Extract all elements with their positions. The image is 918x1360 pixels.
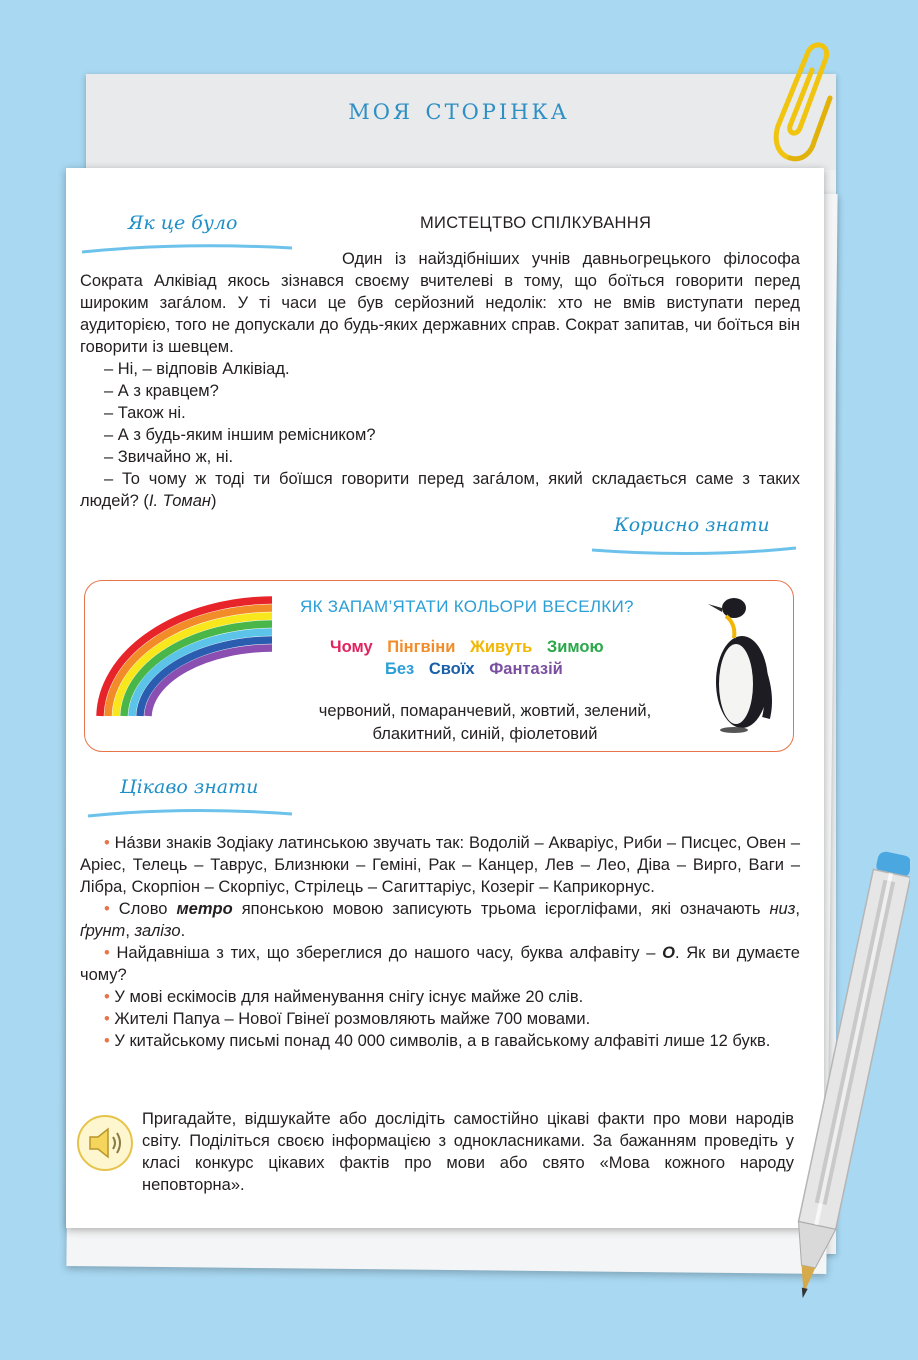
page-title: моя сторінка [348, 92, 570, 127]
dialog-line: – А з кравцем? [104, 382, 219, 400]
bullet-icon: • [104, 1032, 110, 1050]
fact-italic: ґрунт [80, 922, 126, 940]
mnemonic-word: Своїх [428, 660, 475, 678]
fact-text: У мові ескімосів для найменування снігу існує майже 20 слів. [114, 988, 584, 1006]
story-paragraph: Один із найздібніших учнів давньогрецького філософа Сократа Алківіад якось зізнався своєму вчителеві в тому, що боїться говорити перед широким загáлом. У ті часи це був серйозний недолік: хто не вмів виступати перед аудиторією, того не допускали до будь-яких державних справ. Сократ запитав, чи боїться він говорити із шевцем. [80, 250, 800, 356]
author: І. Томан [148, 492, 211, 510]
bullet-icon: • [104, 834, 110, 852]
bullet-icon: • [104, 1010, 110, 1028]
fact-end: . Як ви думаєте чому? [80, 944, 800, 984]
bullet-icon: • [104, 988, 110, 1006]
fact-text: Найдавніша з тих, що збереглися до нашого часу, буква алфавіту – [116, 944, 663, 962]
task-text [142, 1108, 794, 1196]
fact-text: Жителі Папуа – Нової Гвінеї розмовляють майже 700 мовами. [114, 1010, 591, 1028]
dialog-line: – Звичайно ж, ні. [104, 448, 234, 466]
task-paragraph: Пригадайте, відшукайте або дослідіть самостійно цікаві факти про мови народів світу. Поділіться своєю інформацією з однокласниками. За бажанням проведіть у класі конкурс цікавих фактів про мови або свято «Мова кожного народу неповторна». [142, 1110, 794, 1194]
bullet-icon: • [104, 944, 110, 962]
mnemonic-word: Зимою [546, 638, 604, 656]
rainbow-image [96, 596, 274, 718]
fact-item [80, 898, 800, 942]
dialog-last-text: – То чому ж тоді ти боїшся говорити перед загáлом, який складається саме з таких людей? ( [80, 470, 800, 510]
fact-emphasis: метро [176, 900, 233, 918]
fact-text: У китайському письмі понад 40 000 символів, а в гавайському алфавіті лише 12 букв. [114, 1032, 771, 1050]
mnemonic-line-1 [330, 638, 614, 657]
dialog-line: – Також ні. [104, 404, 186, 422]
mnemonic-word: Пінгвіни [387, 638, 456, 656]
bullet-icon: • [104, 900, 110, 918]
mnemonic-word: Без [385, 660, 415, 678]
fact-item [80, 1030, 800, 1052]
rubric-underline [86, 804, 296, 820]
fact-sep: , [795, 900, 800, 918]
rubric-underline [590, 542, 800, 558]
fact-text: японською мовою записують трьома ієрогліфами, які означають [232, 900, 770, 918]
story-text [80, 248, 800, 512]
mnemonic-line-2 [385, 660, 573, 679]
mnemonic-word: Чому [330, 638, 373, 656]
colors-line: блакитний, синій, фіолетовий [372, 725, 598, 743]
penguin-image [706, 594, 778, 734]
fact-item [80, 832, 800, 898]
fact-text: Нáзви знаків Зодіаку латинською звучать так: Водолій – Акваріус, Риби – Писцес, Овен – Аріес, Телець – Таврус, Близнюки – Геміні, Рак – Канцер, Лев – Лео, Діва – Вирго, Ваги – Лібра, Скорпіон – Скорпіус, Стрілець – Сагиттаріус, Козеріг – Каприкорнус. [80, 834, 800, 896]
fact-item [80, 1008, 800, 1030]
fact-sep: , [125, 922, 135, 940]
dialog-last [80, 468, 800, 512]
fact-item [80, 986, 800, 1008]
fact-end: . [180, 922, 186, 940]
fact-text: Слово [118, 900, 177, 918]
rubric-interesting: Цікаво знати [120, 776, 259, 798]
fact-item [80, 942, 800, 986]
facts-list [80, 832, 800, 1052]
paperclip-icon [768, 38, 838, 168]
fact-italic: низ [769, 900, 796, 918]
mnemonic-word: Фантазій [489, 660, 563, 678]
dialog-line: – Ні, – відповів Алківіад. [104, 360, 290, 378]
speaker-icon [76, 1114, 134, 1172]
box-title: ЯК ЗАПАМ’ЯТАТИ КОЛЬОРИ ВЕСЕЛКИ? [300, 597, 634, 616]
dialog-last-close: ) [210, 492, 217, 510]
dialog-line: – А з будь-яким іншим ремісником? [104, 426, 376, 444]
fact-italic: залізо [134, 922, 181, 940]
mnemonic-word: Живуть [469, 638, 533, 656]
story-title: МИСТЕЦТВО СПІЛКУВАННЯ [420, 214, 652, 232]
pen-icon [780, 840, 910, 1310]
fact-emphasis: О [662, 944, 675, 962]
rubric-how-it-was: Як це було [128, 212, 238, 234]
colors-list [280, 700, 690, 746]
rubric-useful: Корисно знати [614, 514, 770, 536]
colors-line: червоний, помаранчевий, жовтий, зелений, [318, 702, 652, 720]
